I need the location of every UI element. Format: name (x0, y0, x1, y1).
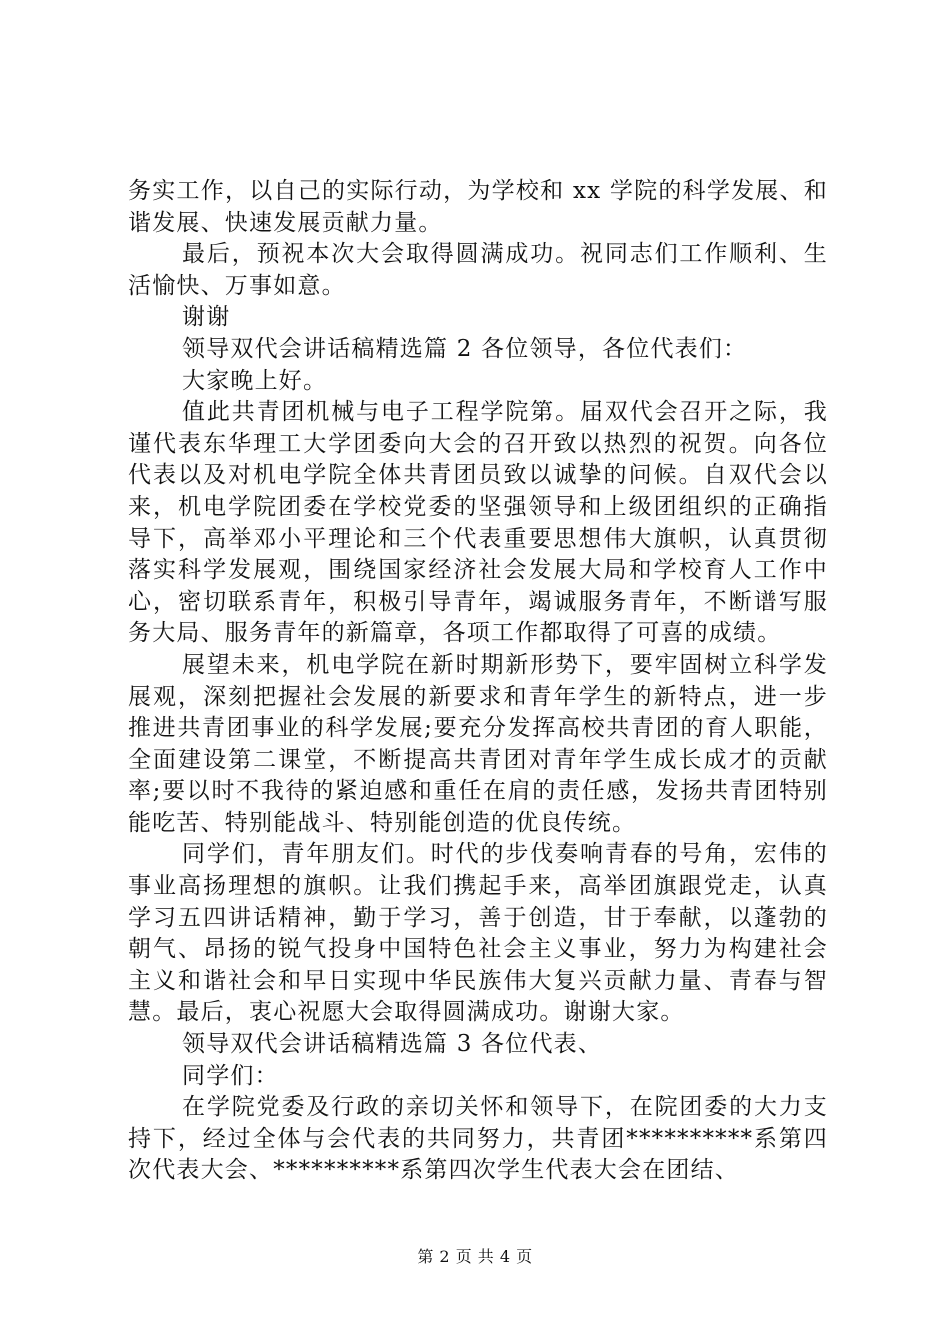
paragraph-10: 同学们： (182, 1062, 279, 1089)
paragraph-1: 务实工作，以自己的实际行动，为学校和 xx 学院的科学发展、和谐发展、快速发展贡献力量。 (128, 178, 828, 236)
paragraph-2: 最后，预祝本次大会取得圆满成功。祝同志们工作顺利、生活愉快、万事如意。 (128, 241, 828, 299)
paragraph-4: 领导双代会讲话稿精选篇 2 各位领导，各位代表们： (182, 335, 748, 362)
document-body (128, 176, 828, 1187)
page-footer: 第 2 页 共 4 页 (417, 1247, 533, 1266)
paragraph-5: 大家晚上好。 (182, 367, 328, 394)
paragraph-7: 展望未来，机电学院在新时期新形势下，要牢固树立科学发展观，深刻把握社会发展的新要求和青年学生的新特点，进一步推进共青团事业的科学发展;要充分发挥高校共青团的育人职能，全面建设第二课堂，不断提高共青团对青年学生成长成才的贡献率;要以时不我待的紧迫感和重任在肩的责任感，发扬共青团特别能吃苦、特别能战斗、特别能创造的优良传统。 (128, 651, 828, 836)
paragraph-11: 在学院党委及行政的亲切关怀和领导下，在院团委的大力支持下，经过全体与会代表的共同努力，共青团**********系第四次代表大会、**********系第四次学生代表大会在团结、 (128, 1094, 828, 1184)
paragraph-6: 值此共青团机械与电子工程学院第。届双代会召开之际，我谨代表东华理工大学团委向大会的召开致以热烈的祝贺。向各位代表以及对机电学院全体共青团员致以诚挚的问候。自双代会以来，机电学院团委在学校党委的坚强领导和上级团组织的正确指导下，高举邓小平理论和三个代表重要思想伟大旗帜，认真贯彻落实科学发展观，围绕国家经济社会发展大局和学校育人工作中心，密切联系青年，积极引导青年，竭诚服务青年，不断谱写服务大局、服务青年的新篇章，各项工作都取得了可喜的成绩。 (128, 399, 828, 647)
paragraph-3: 谢谢 (182, 304, 231, 331)
paragraph-9: 领导双代会讲话稿精选篇 3 各位代表、 (182, 1031, 603, 1058)
paragraph-8: 同学们，青年朋友们。时代的步伐奏响青春的号角，宏伟的事业高扬理想的旗帜。让我们携起手来，高举团旗跟党走，认真学习五四讲话精神，勤于学习，善于创造，甘于奉献，以蓬勃的朝气、昂扬的锐气投身中国特色社会主义事业，努力为构建社会主义和谐社会和早日实现中华民族伟大复兴贡献力量、青春与智慧。最后，衷心祝愿大会取得圆满成功。谢谢大家。 (128, 841, 828, 1026)
